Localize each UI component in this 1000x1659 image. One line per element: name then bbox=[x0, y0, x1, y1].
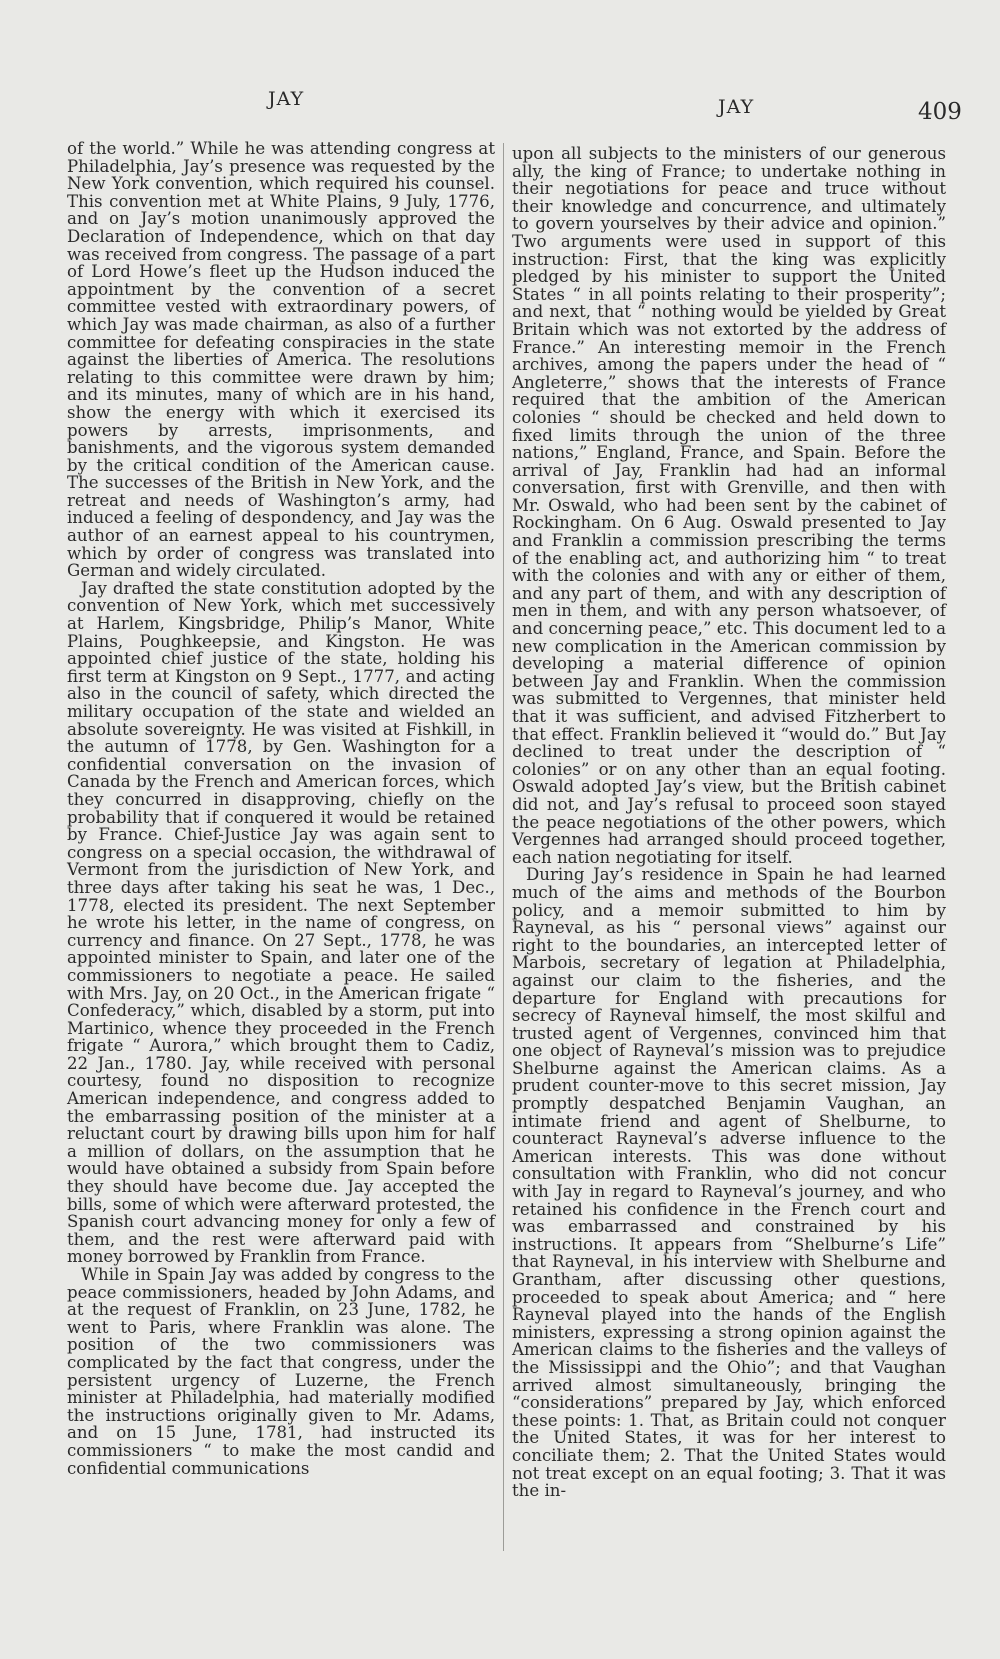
running-head-right: JAY bbox=[718, 96, 755, 118]
paragraph: During Jay’s residence in Spain he had learned much of the aims and methods of the Bourbon policy, and a memoir submitted to him by Rayneval, as his “ personal views” against our right to the boundaries, an intercepted letter of Marbois, secretary of legation at Philadelphia, against our claim to the fisheries, and the departure for England with precautions for secrecy of Rayneval himself, the most skilful and trusted agent of Vergennes, convinced him that one object of Rayneval’s mission was to prejudice Shelburne against the American claims. As a prudent counter-move to this secret mission, Jay promptly despatched Benjamin Vaughan, an intimate friend and agent of Shelburne, to counteract Rayneval’s adverse influence to the American interests. This was done without consultation with Franklin, who did not concur with Jay in regard to Rayneval’s journey, and who retained his confidence in the French court and was embarrassed and constrained by his instructions. It appears from “Shelburne’s Life” that Rayneval, in his interview with Shelburne and Grantham, after discussing other questions, proceeded to speak about America; and “ here Rayneval played into the hands of the English ministers, expressing a strong opinion against the American claims to the fisheries and the valleys of the Mississippi and the Ohio”; and that Vaughan arrived almost simultaneously, bringing the “considerations” prepared by Jay, which enforced these points: 1. That, as Britain could not conquer the United States, it was for her interest to conciliate them; 2. That the United States would not treat except on an equal footing; 3. That it was the in- bbox=[512, 865, 946, 1501]
paragraph: upon all subjects to the ministers of our generous ally, the king of France; to undertake nothing in their negotiations for peace and truce without their knowledge and concurrence, and ultimately to govern yourselves by their advice and opinion.” Two arguments were used in support of this instruction: First, that the king was explicitly pledged by his minister to support the United States “ in all points relating to their prosperity”; and next, that “ nothing would be yielded by Great Britain which was not extorted by the address of France.” An interesting memoir in the French archives, among the papers under the head of “ Angleterre,” shows that the interests of France required that the ambition of the American colonies “ should be checked and held down to fixed limits through the union of the three nations,” England, France, and Spain. Before the arrival of Jay, Franklin had had an informal conversation, first with Grenville, and then with Mr. Oswald, who had been sent by the cabinet of Rockingham. On 6 Aug. Oswald presented to Jay and Franklin a commission prescribing the terms of the enabling act, and authorizing him “ to treat with the colonies and with any or either of them, and any part of them, and with any description of men in them, and with any person whatsoever, of and concerning peace,” etc. This document led to a new complication in the American commission by developing a material difference of opinion between Jay and Franklin. When the commission was submitted to Vergennes, that minister held that it was sufficient, and advised Fitzherbert to that effect. Franklin believed it “would do.” But Jay declined to treat under the description of “ colonies” or on any other than an equal footing. Oswald adopted Jay’s view, but the British cabinet did not, and Jay’s refusal to proceed soon stayed the peace negotiations of the other powers, which Vergennes had arranged should proceed together, each nation negotiating for itself. bbox=[512, 144, 946, 867]
running-head-left: JAY bbox=[268, 88, 305, 110]
column-divider bbox=[503, 143, 504, 1551]
right-column bbox=[512, 145, 946, 1500]
paragraph: Jay drafted the state constitution adopted by the convention of New York, which met successively at Harlem, Kingsbridge, Philip’s Manor, White Plains, Poughkeepsie, and Kingston. He was appointed chief justice of the state, holding his first term at Kingston on 9 Sept., 1777, and acting also in the council of safety, which directed the military occupation of the state and wielded an absolute sovereignty. He was visited at Fishkill, in the autumn of 1778, by Gen. Washington for a confidential conversation on the invasion of Canada by the French and American forces, which they concurred in disapproving, chiefly on the probability that if conquered it would be retained by France. Chief-Justice Jay was again sent to congress on a special occasion, the withdrawal of Vermont from the jurisdiction of New York, and three days after taking his seat he was, 1 Dec., 1778, elected its president. The next September he wrote his letter, in the name of congress, on currency and finance. On 27 Sept., 1778, he was appointed minister to Spain, and later one of the commissioners to negotiate a peace. He sailed with Mrs. Jay, on 20 Oct., in the American frigate “ Confederacy,” which, disabled by a storm, put into Martinico, whence they proceeded in the French frigate “ Aurora,” which brought them to Cadiz, 22 Jan., 1780. Jay, while received with personal courtesy, found no disposition to recognize American independence, and congress added to the embarrassing position of the minister at a reluctant court by drawing bills upon him for half a million of dollars, on the assumption that he would have obtained a subsidy from Spain before they should have become due. Jay accepted the bills, some of which were afterward protested, the Spanish court advancing money for only a few of them, and the rest were afterward paid with money borrowed by Franklin from France. bbox=[67, 578, 495, 1267]
paragraph: of the world.” While he was attending congress at Philadelphia, Jay’s presence was requested by the New York convention, which required his counsel. This convention met at White Plains, 9 July, 1776, and on Jay’s motion unanimously approved the Declaration of Independence, which on that day was received from congress. The passage of a part of Lord Howe’s fleet up the Hudson induced the appointment by the convention of a secret committee vested with extraordinary powers, of which Jay was made chairman, as also of a further committee for defeating conspiracies in the state against the liberties of America. The resolutions relating to this committee were drawn by him; and its minutes, many of which are in his hand, show the energy with which it exercised its powers by arrests, imprisonments, and banishments, and the vigorous system demanded by the critical condition of the American cause. The successes of the British in New York, and the retreat and needs of Washington’s army, had induced a feeling of despondency, and Jay was the author of an earnest appeal to his countrymen, which by order of congress was translated into German and widely circulated. bbox=[67, 139, 495, 581]
paragraph: While in Spain Jay was added by congress to the peace commissioners, headed by John Adams, and at the request of Franklin, on 23 June, 1782, he went to Paris, where Franklin was alone. The position of the two commissioners was complicated by the fact that congress, under the persistent urgency of Luzerne, the French minister at Philadelphia, had materially modified the instructions originally given to Mr. Adams, and on 15 June, 1781, had instructed its commissioners “ to make the most candid and confidential communications bbox=[67, 1265, 495, 1478]
page-number: 409 bbox=[918, 99, 962, 125]
left-column bbox=[67, 140, 495, 1477]
